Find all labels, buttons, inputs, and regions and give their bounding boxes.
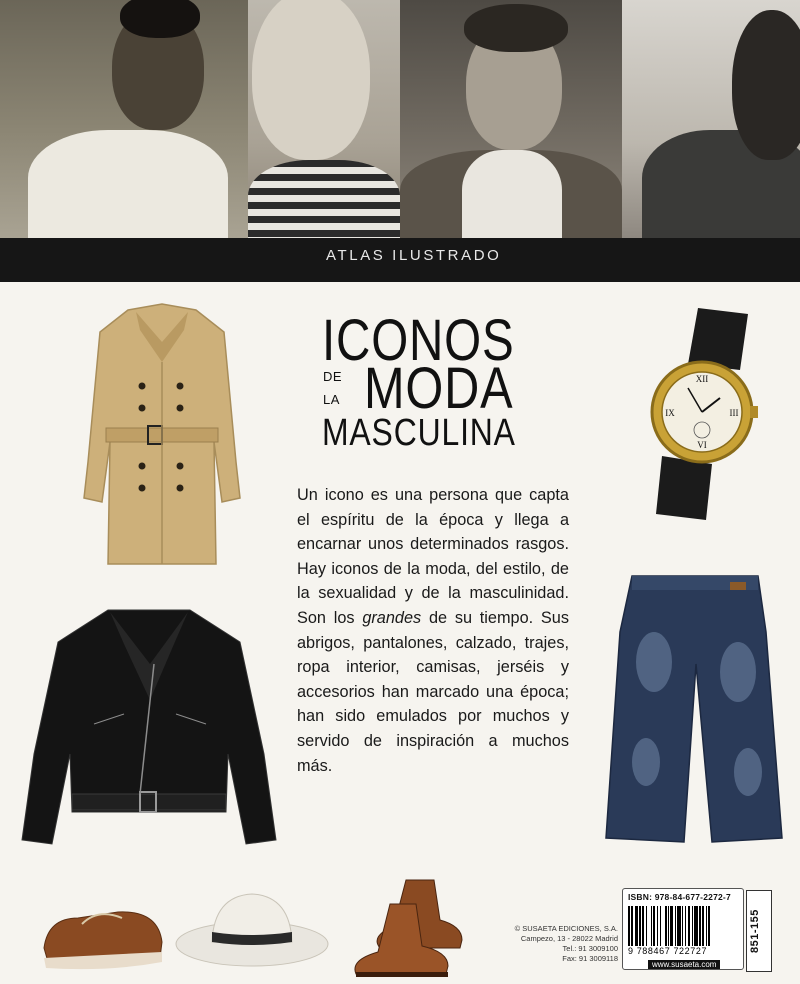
svg-text:IX: IX [665,408,675,418]
description-text [297,483,569,778]
portrait-photo-3 [400,0,622,238]
publisher-address: Campezo, 13 - 28022 Madrid [520,934,618,943]
book-title-line-2: MODA [364,356,514,421]
publisher-tel: Tel.: 91 3009100 [562,944,618,953]
barcode-number: 9 788467 722727 [628,946,708,956]
publisher-name: © SUSAETA EDICIONES, S.A. [514,924,618,933]
title-de: DE [323,369,343,384]
svg-text:VI: VI [697,440,707,450]
publisher-website: www.susaeta.com [648,960,720,969]
description-emphasis: grandes [362,608,422,627]
brogue-boots-icon [350,876,470,980]
leather-jacket-icon [14,604,284,852]
boat-shoe-icon [38,888,168,974]
title-la: LA [323,392,340,407]
publisher-credits [508,924,618,964]
svg-text:III: III [729,408,739,418]
isbn-label: ISBN: 978-84-677-2272-7 [628,892,731,902]
barcode-icon [628,906,738,946]
description-part-2: de su tiempo. Sus abrigos, pantalones, calzado, trajes, ropa interior, camisas, jerséis y accesorios han marcado una época; han sido emulados por muchos y servido de inspiración a muchos más. [297,608,569,775]
series-title: ATLAS ILUSTRADO [326,247,502,264]
trench-coat-icon [76,302,248,572]
portrait-photo-strip [0,0,800,238]
wristwatch-icon [636,306,766,524]
product-code-box [746,890,772,972]
product-code: 851-155 [749,909,761,953]
portrait-photo-2 [248,0,400,238]
svg-text:XII: XII [695,374,709,384]
book-title-line-3: MASCULINA [322,412,516,454]
portrait-photo-1 [0,0,248,238]
book-title-line-1: ICONOS [322,308,515,373]
description-part-1: Un icono es una persona que capta el espíritu de la época y llega a encarnar unos determinados rasgos. Hay iconos de la moda, del estilo, de la sexualidad y de la masculinidad. Son los [297,486,569,627]
portrait-photo-4 [622,0,800,238]
fedora-hat-icon [172,888,332,974]
jeans-icon [598,572,788,848]
publisher-fax: Fax: 91 3009118 [562,954,618,963]
